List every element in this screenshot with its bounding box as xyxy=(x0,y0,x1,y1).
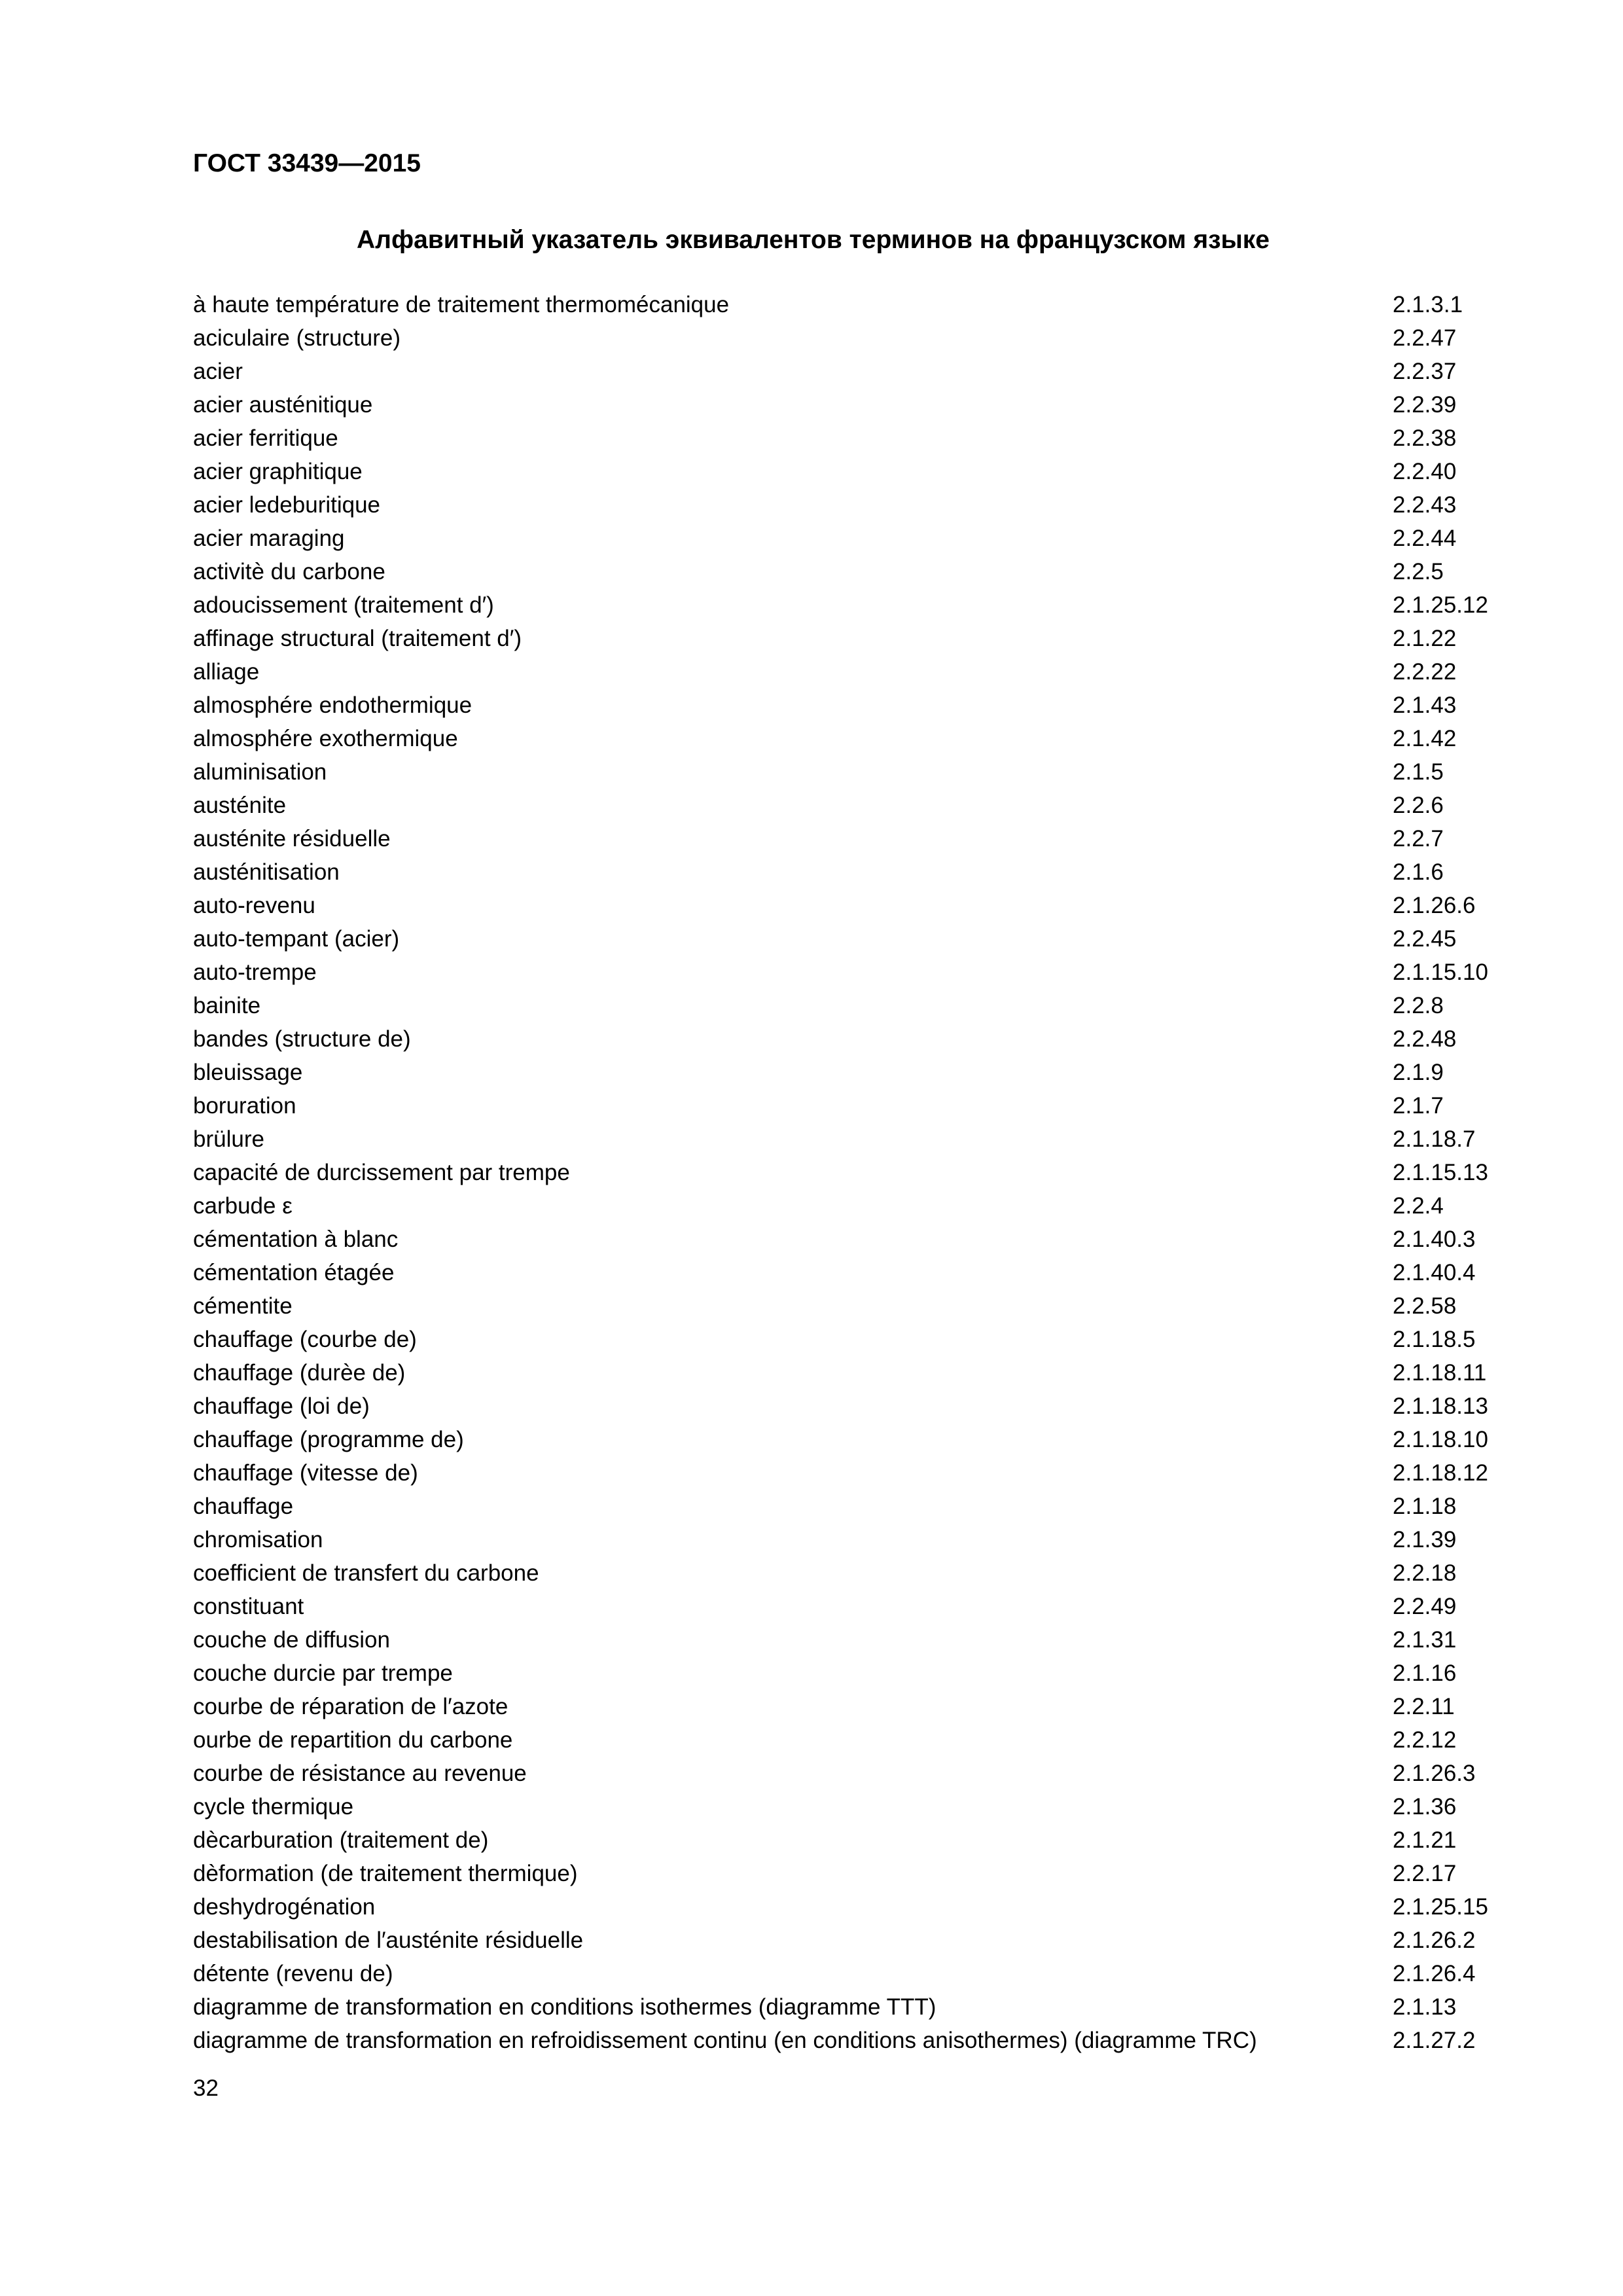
index-entry xyxy=(193,1056,1502,1089)
index-entry-ref: 2.1.26.4 xyxy=(1393,1961,1476,1986)
index-entry-ref: 2.1.18.10 xyxy=(1393,1427,1488,1452)
index-entry-ref: 2.1.36 xyxy=(1393,1794,1457,1820)
index-entry-term: almosphére endothermique xyxy=(193,692,473,718)
index-entry-ref: 2.1.26.2 xyxy=(1393,1928,1476,1953)
index-entry xyxy=(193,1957,1502,1990)
index-entry xyxy=(193,288,1502,321)
index-entry-ref: 2.1.18 xyxy=(1393,1494,1457,1519)
index-entry-ref: 2.1.7 xyxy=(1393,1093,1444,1119)
index-entry-term: bandes (structure de) xyxy=(193,1026,411,1052)
index-entry-term: destabilisation de l′austénite résiduelle xyxy=(193,1928,584,1953)
index-entry xyxy=(193,388,1502,422)
index-entry-ref: 2.1.9 xyxy=(1393,1060,1444,1085)
index-entry xyxy=(193,1156,1502,1189)
index-entry-ref: 2.1.31 xyxy=(1393,1627,1457,1653)
index-entry-ref: 2.2.7 xyxy=(1393,826,1444,852)
index-entry-term: brülure xyxy=(193,1126,264,1152)
index-entry-term: auto-trempe xyxy=(193,960,317,985)
term-index-list xyxy=(193,288,1502,2057)
index-entry-term: carbude ε xyxy=(193,1193,293,1219)
index-entry-ref: 2.1.43 xyxy=(1393,692,1457,718)
index-entry-term: chauffage (vitesse de) xyxy=(193,1460,418,1486)
index-entry-term: ourbe de repartition du carbone xyxy=(193,1727,513,1753)
index-entry-ref: 2.1.25.12 xyxy=(1393,592,1488,618)
index-entry xyxy=(193,1189,1502,1223)
index-entry-ref: 2.1.16 xyxy=(1393,1660,1457,1686)
index-entry xyxy=(193,1122,1502,1156)
index-entry xyxy=(193,1723,1502,1757)
index-entry-ref: 2.2.4 xyxy=(1393,1193,1444,1219)
index-entry-ref: 2.1.40.4 xyxy=(1393,1260,1476,1285)
index-entry-term: deshydrogénation xyxy=(193,1894,376,1920)
index-entry xyxy=(193,1390,1502,1423)
index-entry-ref: 2.2.12 xyxy=(1393,1727,1457,1753)
index-entry-term: aluminisation xyxy=(193,759,327,785)
index-entry-ref: 2.1.18.5 xyxy=(1393,1327,1476,1352)
index-entry-term: activitè du carbone xyxy=(193,559,385,584)
index-entry-term: acier xyxy=(193,359,243,384)
index-entry xyxy=(193,655,1502,689)
index-entry-term: chauffage (courbe de) xyxy=(193,1327,417,1352)
index-entry-term: alliage xyxy=(193,659,260,685)
index-entry-ref: 2.2.45 xyxy=(1393,926,1457,952)
index-entry-ref: 2.2.40 xyxy=(1393,459,1457,484)
index-entry-term: acier austénitique xyxy=(193,392,373,418)
index-entry-term: austénite xyxy=(193,793,287,818)
index-entry xyxy=(193,1490,1502,1523)
index-entry-ref: 2.1.5 xyxy=(1393,759,1444,785)
index-entry-ref: 2.1.42 xyxy=(1393,726,1457,751)
index-entry xyxy=(193,855,1502,889)
document-header-id: ГОСТ 33439—2015 xyxy=(193,149,421,177)
index-entry-ref: 2.1.3.1 xyxy=(1393,292,1463,317)
index-entry-term: aciculaire (structure) xyxy=(193,325,401,351)
index-entry-ref: 2.1.21 xyxy=(1393,1827,1457,1853)
index-entry-term: acier graphitique xyxy=(193,459,363,484)
index-entry-term: cémentite xyxy=(193,1293,293,1319)
index-entry-term: chauffage (loi de) xyxy=(193,1393,370,1419)
index-entry-term: acier ferritique xyxy=(193,425,338,451)
index-entry-ref: 2.1.40.3 xyxy=(1393,1227,1476,1252)
index-entry xyxy=(193,889,1502,922)
index-entry-ref: 2.1.13 xyxy=(1393,1994,1457,2020)
index-entry-term: almosphére exothermique xyxy=(193,726,458,751)
index-entry-ref: 2.2.43 xyxy=(1393,492,1457,518)
index-entry-term: couche durcie par trempe xyxy=(193,1660,453,1686)
index-entry xyxy=(193,1823,1502,1857)
index-entry-ref: 2.2.11 xyxy=(1393,1694,1455,1719)
index-entry-term: boruration xyxy=(193,1093,296,1119)
index-entry-term: chauffage (durèe de) xyxy=(193,1360,406,1386)
index-entry xyxy=(193,1423,1502,1456)
index-entry xyxy=(193,1223,1502,1256)
index-entry-ref: 2.1.26.6 xyxy=(1393,893,1476,918)
index-entry-term: affinage structural (traitement d′) xyxy=(193,626,522,651)
index-entry xyxy=(193,722,1502,755)
index-entry xyxy=(193,1924,1502,1957)
index-entry xyxy=(193,1289,1502,1323)
index-entry-term: auto-tempant (acier) xyxy=(193,926,400,952)
index-entry-term: courbe de réparation de l′azote xyxy=(193,1694,508,1719)
index-entry-term: dècarburation (traitement de) xyxy=(193,1827,489,1853)
index-entry-ref: 2.2.8 xyxy=(1393,993,1444,1018)
index-entry xyxy=(193,1857,1502,1890)
index-entry xyxy=(193,755,1502,789)
index-entry xyxy=(193,1790,1502,1823)
index-entry xyxy=(193,956,1502,989)
index-entry-term: couche de diffusion xyxy=(193,1627,390,1653)
index-entry-term: courbe de résistance au revenue xyxy=(193,1761,527,1786)
index-entry xyxy=(193,1657,1502,1690)
index-entry xyxy=(193,622,1502,655)
index-entry xyxy=(193,2024,1502,2057)
index-entry xyxy=(193,522,1502,555)
index-entry xyxy=(193,1323,1502,1356)
index-entry xyxy=(193,1256,1502,1289)
index-entry-ref: 2.2.38 xyxy=(1393,425,1457,451)
index-entry-ref: 2.2.22 xyxy=(1393,659,1457,685)
index-entry xyxy=(193,689,1502,722)
index-entry-ref: 2.2.6 xyxy=(1393,793,1444,818)
index-entry-term: acier ledeburitique xyxy=(193,492,381,518)
index-entry-ref: 2.1.25.15 xyxy=(1393,1894,1488,1920)
index-entry-ref: 2.1.26.3 xyxy=(1393,1761,1476,1786)
index-entry-ref: 2.1.6 xyxy=(1393,859,1444,885)
index-entry xyxy=(193,1523,1502,1556)
index-entry xyxy=(193,1690,1502,1723)
index-entry-term: cémentation à blanc xyxy=(193,1227,399,1252)
index-entry xyxy=(193,1356,1502,1390)
index-entry-term: cycle thermique xyxy=(193,1794,354,1820)
index-entry-term: détente (revenu de) xyxy=(193,1961,393,1986)
index-entry-ref: 2.2.5 xyxy=(1393,559,1444,584)
index-entry-term: austénite résiduelle xyxy=(193,826,391,852)
index-entry-term: à haute température de traitement thermomécanique xyxy=(193,292,730,317)
index-entry xyxy=(193,822,1502,855)
index-entry-ref: 2.1.27.2 xyxy=(1393,2028,1476,2053)
index-entry-ref: 2.2.47 xyxy=(1393,325,1457,351)
index-entry-term: capacité de durcissement par trempe xyxy=(193,1160,570,1185)
index-entry-term: chauffage (programme de) xyxy=(193,1427,464,1452)
index-entry xyxy=(193,355,1502,388)
index-entry-term: diagramme de transformation en refroidissement continu (en conditions anisothermes) (diagramme TRC) xyxy=(193,2028,1257,2053)
index-entry-ref: 2.1.39 xyxy=(1393,1527,1457,1552)
index-entry-ref: 2.2.49 xyxy=(1393,1594,1457,1619)
index-entry-term: chromisation xyxy=(193,1527,323,1552)
page-number: 32 xyxy=(193,2075,219,2101)
index-entry xyxy=(193,1623,1502,1657)
index-entry-term: coefficient de transfert du carbone xyxy=(193,1560,539,1586)
index-entry xyxy=(193,789,1502,822)
index-entry-term: cémentation étagée xyxy=(193,1260,395,1285)
index-entry-ref: 2.1.15.10 xyxy=(1393,960,1488,985)
index-entry xyxy=(193,989,1502,1022)
index-entry-term: dèformation (de traitement thermique) xyxy=(193,1861,578,1886)
index-entry xyxy=(193,922,1502,956)
index-entry xyxy=(193,488,1502,522)
index-entry-term: acier maraging xyxy=(193,526,345,551)
index-entry xyxy=(193,1990,1502,2024)
index-entry-term: austénitisation xyxy=(193,859,340,885)
index-entry-ref: 2.2.18 xyxy=(1393,1560,1457,1586)
index-entry xyxy=(193,1022,1502,1056)
index-entry-ref: 2.1.18.12 xyxy=(1393,1460,1488,1486)
index-title: Алфавитный указатель эквивалентов терминов на французском языке xyxy=(357,226,1270,254)
index-entry-ref: 2.2.17 xyxy=(1393,1861,1457,1886)
index-entry xyxy=(193,555,1502,588)
index-entry xyxy=(193,1757,1502,1790)
index-entry xyxy=(193,1556,1502,1590)
index-entry xyxy=(193,588,1502,622)
index-entry-term: bleuissage xyxy=(193,1060,303,1085)
index-entry-ref: 2.2.44 xyxy=(1393,526,1457,551)
index-entry-ref: 2.1.18.13 xyxy=(1393,1393,1488,1419)
index-entry-ref: 2.2.58 xyxy=(1393,1293,1457,1319)
index-entry xyxy=(193,1456,1502,1490)
index-entry-ref: 2.1.18.7 xyxy=(1393,1126,1476,1152)
index-entry xyxy=(193,455,1502,488)
index-entry xyxy=(193,1089,1502,1122)
index-entry-ref: 2.1.18.11 xyxy=(1393,1360,1487,1386)
index-entry-ref: 2.2.37 xyxy=(1393,359,1457,384)
index-entry-term: auto-revenu xyxy=(193,893,315,918)
index-entry xyxy=(193,321,1502,355)
index-entry-term: chauffage xyxy=(193,1494,294,1519)
index-entry-term: adoucissement (traitement d′) xyxy=(193,592,494,618)
index-entry-term: diagramme de transformation en conditions isothermes (diagramme TTT) xyxy=(193,1994,936,2020)
index-entry-ref: 2.2.39 xyxy=(1393,392,1457,418)
index-entry xyxy=(193,422,1502,455)
index-entry xyxy=(193,1590,1502,1623)
index-entry-ref: 2.1.15.13 xyxy=(1393,1160,1488,1185)
index-entry-ref: 2.1.22 xyxy=(1393,626,1457,651)
index-entry-term: constituant xyxy=(193,1594,304,1619)
index-entry-term: bainite xyxy=(193,993,261,1018)
index-entry xyxy=(193,1890,1502,1924)
index-entry-ref: 2.2.48 xyxy=(1393,1026,1457,1052)
